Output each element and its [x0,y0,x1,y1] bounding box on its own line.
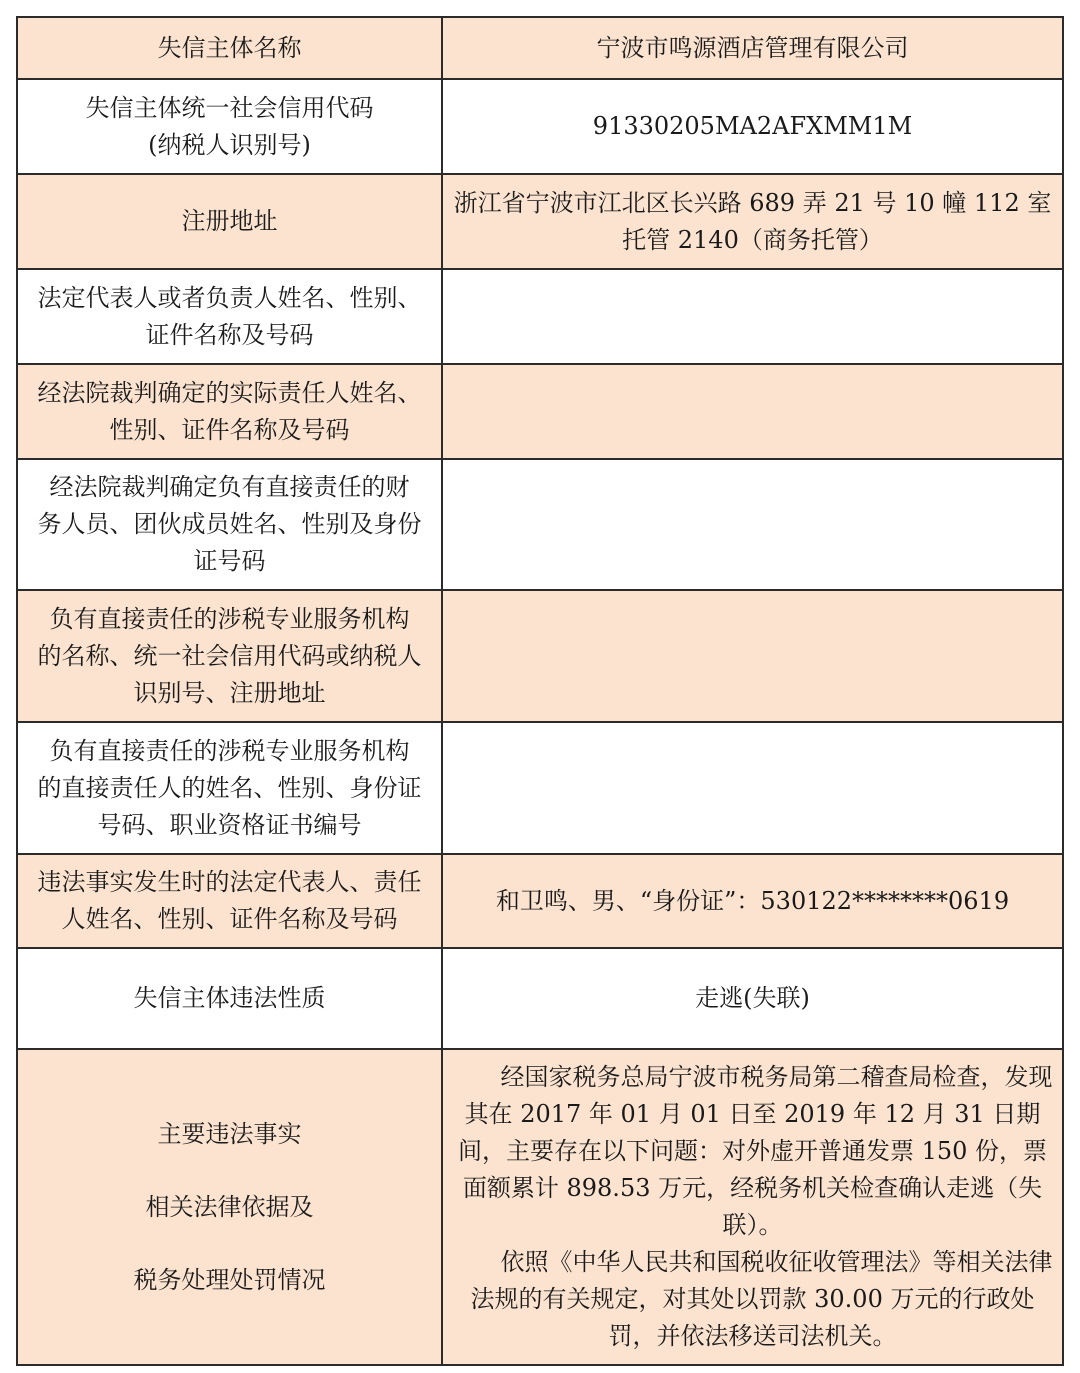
label-cell: 违法事实发生时的法定代表人、责任 人姓名、性别、证件名称及号码 [17,854,442,948]
row-legal-representative [17,269,1063,364]
row-actual-responsible [17,364,1063,459]
label-cell: 失信主体统一社会信用代码 (纳税人识别号) [17,79,442,174]
legal-basis-label: 相关法律依据及 [145,1192,314,1221]
label-cell: 负有直接责任的涉税专业服务机构 的名称、统一社会信用代码或纳税人 识别号、注册地址 [17,590,442,722]
label-cell: 法定代表人或者负责人姓名、性别、 证件名称及号码 [17,269,442,364]
label-cell: 注册地址 [17,174,442,269]
taxpayer-info-table [16,16,1064,1366]
label-cell [17,1049,442,1365]
row-entity-name [17,17,1063,79]
value-cell [442,364,1063,459]
value-cell: 和卫鸣、男、“身份证”：530122********0619 [442,854,1063,948]
value-cell [442,459,1063,590]
row-credit-code [17,79,1063,174]
value-cell [442,590,1063,722]
facts-text-cell [442,1049,1063,1365]
value-cell: 91330205MA2AFXMM1M [442,79,1063,174]
value-cell: 走逃(失联) [442,948,1063,1049]
value-cell [442,269,1063,364]
label-cell: 失信主体名称 [17,17,442,79]
row-finance-staff [17,459,1063,590]
label-cell: 经法院裁判确定的实际责任人姓名、 性别、证件名称及号码 [17,364,442,459]
row-registered-address [17,174,1063,269]
facts-label: 主要违法事实 [157,1119,302,1148]
label-cell: 负有直接责任的涉税专业服务机构 的直接责任人的姓名、性别、身份证 号码、职业资格证书编号 [17,722,442,854]
row-violation-nature [17,948,1063,1049]
row-agency-person [17,722,1063,854]
row-main-facts [17,1049,1063,1365]
row-agency-info [17,590,1063,722]
row-representative-at-time [17,854,1063,948]
label-cell: 经法院裁判确定负有直接责任的财 务人员、团伙成员姓名、性别及身份 证号码 [17,459,442,590]
label-cell: 失信主体违法性质 [17,948,442,1049]
penalty-label: 税务处理处罚情况 [133,1265,326,1294]
penalty-paragraph: 依照《中华人民共和国税收征收管理法》等相关法律法规的有关规定，对其处以罚款 30.00 万元的行政处罚，并依法移送司法机关。 [470,1248,1053,1350]
facts-paragraph: 经国家税务总局宁波市税务局第二稽查局检查，发现其在 2017 年 01 月 01 日至 2019 年 12 月 31 日期间，主要存在以下问题：对外虚开普通发票 150 份，票面额累计 898.53 万元，经税务机关检查确认走逃（失联）。 [457,1063,1053,1239]
value-cell [442,722,1063,854]
value-cell: 浙江省宁波市江北区长兴路 689 弄 21 号 10 幢 112 室 托管 2140（商务托管） [442,174,1063,269]
value-cell: 宁波市鸣源酒店管理有限公司 [442,17,1063,79]
